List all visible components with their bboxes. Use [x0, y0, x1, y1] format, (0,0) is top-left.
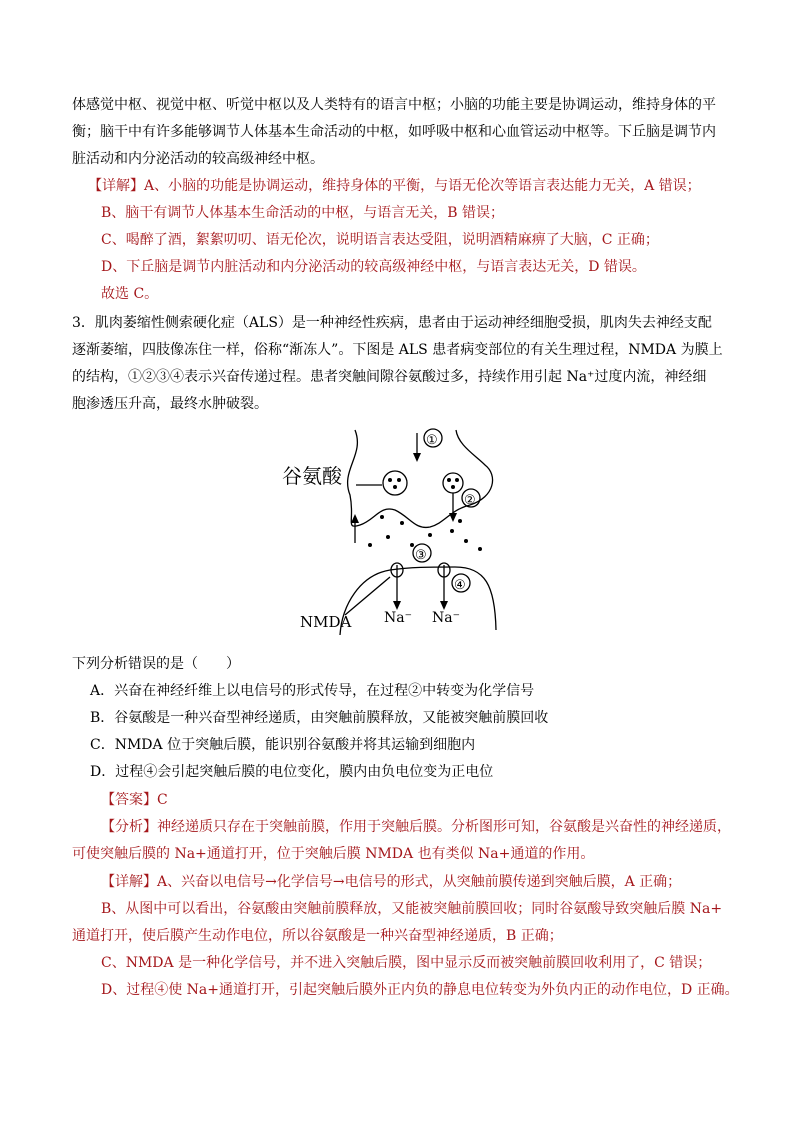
vesicle [383, 471, 407, 495]
text-line: 衡；脑干中有许多能够调节人体基本生命活动的中枢，如呼吸中枢和心血管运动中枢等。下丘脑是调节内 [72, 124, 716, 140]
process-3-label: ③ [415, 548, 427, 563]
question-3-text: 3．肌肉萎缩性侧索硬化症（ALS）是一种神经性疾病，患者由于运动神经细胞受损，肌肉失去神经支配 [72, 315, 712, 331]
sodium-ion-label: Na⁻ [384, 610, 412, 626]
detail-option-d: D、过程④使 Na+通道打开，引起突触后膜外正内负的静息电位转变为外负内正的动作电位，D 正确。 [101, 982, 739, 998]
process-2-label: ② [464, 493, 476, 508]
detail-option-b: B、从图中可以看出，谷氨酸由突触前膜释放，又能被突触前膜回收；同时谷氨酸导致突触后膜 Na+ [101, 901, 723, 917]
nmda-label: NMDA [300, 613, 352, 631]
detail-option-d: D、下丘脑是调节内脏活动和内分泌活动的较高级神经中枢，与语言表达无关，D 错误。 [101, 259, 646, 275]
process-4-label: ④ [454, 578, 466, 593]
detail-tag: 【详解】 [88, 178, 144, 194]
postsynaptic-membrane [340, 567, 496, 635]
detail-tag: 【详解】 [101, 874, 157, 890]
option-b: B．谷氨酸是一种兴奋型神经递质，由突触前膜释放，又能被突触前膜回收 [90, 710, 549, 726]
synapse-diagram [270, 425, 520, 640]
analysis-text: 神经递质只存在于突触前膜，作用于突触后膜。分析图形可知，谷氨酸是兴奋性的神经递质， [157, 819, 731, 835]
text-line: 脏活动和内分泌活动的较高级神经中枢。 [72, 151, 324, 167]
glutamate-label: 谷氨酸 [282, 464, 342, 488]
analysis-text: 可使突触后膜的 Na+通道打开，位于突触后膜 NMDA 也有类似 Na+通道的作用。 [72, 846, 595, 862]
detail-option-a: A、小脑的功能是协调运动，维持身体的平衡，与语无伦次等语言表达能力无关，A 错误； [144, 178, 701, 194]
analysis-tag: 【分析】 [101, 819, 157, 835]
detail-line [101, 872, 681, 892]
option-c: C．NMDA 位于突触后膜，能识别谷氨酸并将其运输到细胞内 [90, 737, 476, 753]
detail-option-c: C、喝醉了酒，絮絮叨叨、语无伦次，说明语言表达受阻，说明酒精麻痹了大脑，C 正确； [101, 232, 659, 248]
answer-line [101, 790, 168, 810]
detail-line [88, 176, 701, 196]
detail-option-a: A、兴奋以电信号→化学信号→电信号的形式，从突触前膜传递到突触后膜，A 正确； [157, 874, 682, 890]
presynaptic-membrane [348, 430, 493, 527]
detail-option-b-cont: 通道打开，使后膜产生动作电位，所以谷氨酸是一种兴奋型神经递质，B 正确； [72, 928, 563, 944]
answer-value: C [157, 792, 168, 808]
option-a: A．兴奋在神经纤维上以电信号的形式传导，在过程②中转变为化学信号 [90, 683, 535, 699]
detail-option-c: C、NMDA 是一种化学信号，并不进入突触后膜，图中显示反而被突触前膜回收利用了，C 错误； [101, 955, 712, 971]
answer-tag: 【答案】 [101, 792, 157, 808]
question-3-text: 逐渐萎缩，四肢像冻住一样，俗称“渐冻人”。下图是 ALS 患者病变部位的有关生理过程，NMDA 为膜上 [72, 342, 723, 358]
detail-choose: 故选 C。 [101, 286, 159, 302]
question-3-text: 胞渗透压升高，最终水肿破裂。 [72, 396, 268, 412]
analysis-line [101, 817, 731, 837]
vesicle [443, 473, 463, 493]
sodium-ion-label: Na⁻ [432, 610, 460, 626]
question-stem: 下列分析错误的是（ ） [72, 656, 240, 672]
detail-option-b: B、脑干有调节人体基本生命活动的中枢，与语言无关，B 错误； [101, 205, 505, 221]
process-1-label: ① [426, 433, 438, 448]
option-d: D．过程④会引起突触后膜的电位变化，膜内由负电位变为正电位 [90, 764, 494, 780]
text-line: 体感觉中枢、视觉中枢、听觉中枢以及人类特有的语言中枢；小脑的功能主要是协调运动，维持身体的平 [72, 97, 716, 113]
question-3-text: 的结构，①②③④表示兴奋传递过程。患者突触间隙谷氨酸过多，持续作用引起 Na⁺过度内流，神经细 [72, 369, 707, 385]
